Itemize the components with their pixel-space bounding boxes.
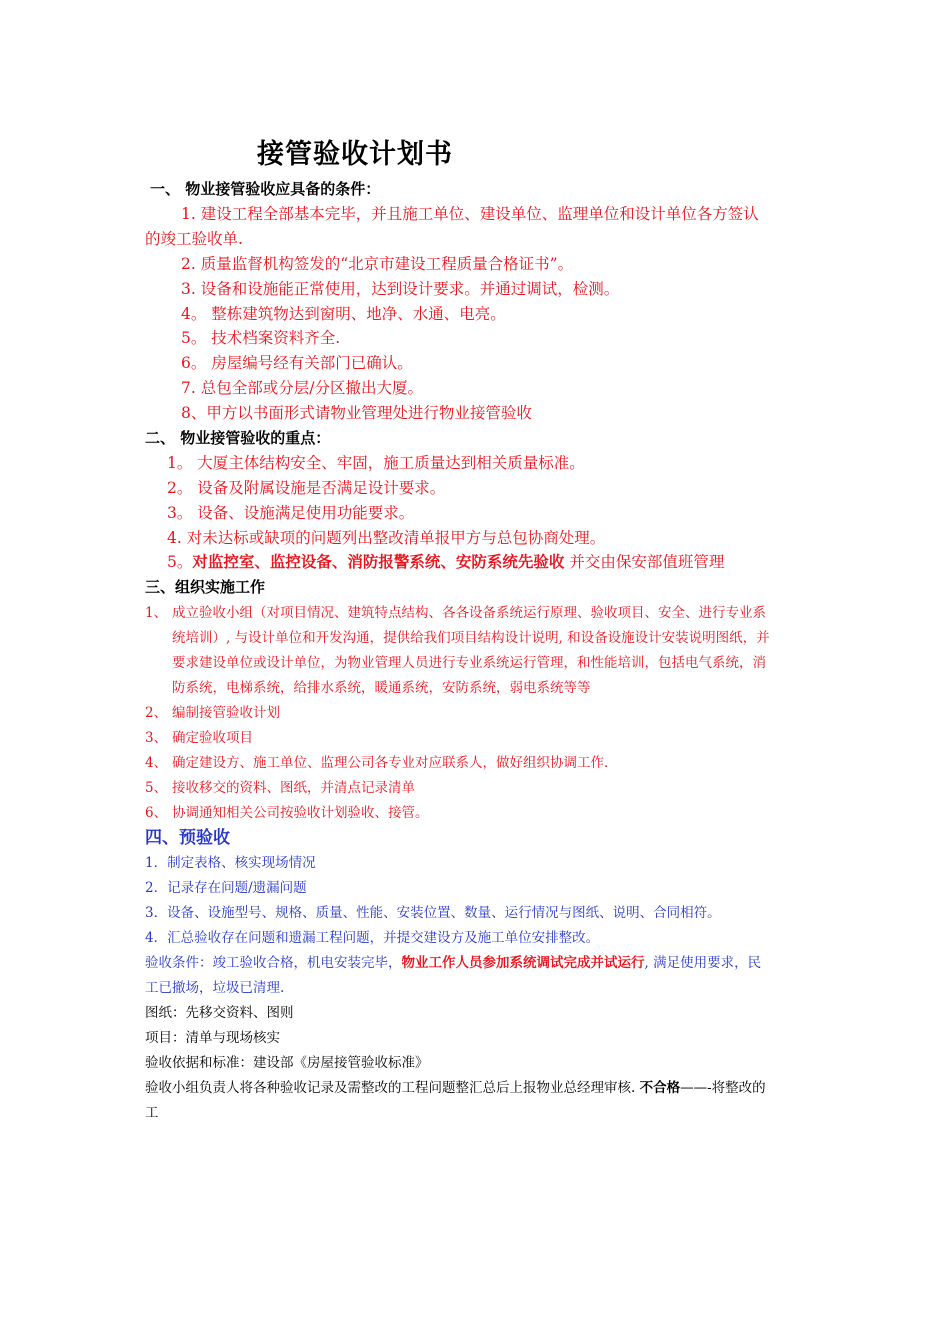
section-2-item-2: 2。 设备及附属设施是否满足设计要求。 <box>167 479 446 497</box>
document-title: 接管验收计划书 <box>257 139 453 170</box>
section-3-item-1-line-3: 要求建设单位或设计单位，为物业管理人员进行专业系统运行管理，和性能培训，包括电气系统，消 <box>172 655 766 671</box>
section-2-item-4: 4. 对未达标或缺项的问题列出整改清单报甲方与总包协商处理。 <box>167 529 606 547</box>
final-paragraph-cont: 工 <box>145 1105 159 1121</box>
section-3-item-6-number: 6、 <box>145 805 168 821</box>
section-1-item-6: 6。 房屋编号经有关部门已确认。 <box>181 354 413 372</box>
section-2-item-5-emphasis: 对监控室、监控设备、消防报警系统、安防系统先验收 <box>192 553 565 571</box>
section-1-item-1: 1. 建设工程全部基本完毕，并且施工单位、建设单位、监理单位和设计单位各方签认 <box>181 205 759 223</box>
final-paragraph-text: 验收小组负责人将各种验收记录及需整改的工程问题整汇总后上报物业总经理审核. <box>145 1080 640 1096</box>
section-1-item-1-cont: 的竣工验收单. <box>145 230 243 248</box>
section-3-item-5-number: 5、 <box>145 780 168 796</box>
final-paragraph-emphasis: 不合格 <box>639 1080 681 1096</box>
section-1-item-8: 8、甲方以书面形式请物业管理处进行物业接管验收 <box>181 404 532 422</box>
acceptance-conditions-emphasis: 物业工作人员参加系统调试完成并试运行 <box>401 955 645 971</box>
section-4-item-3: 3．设备、设施型号、规格、质量、性能、安装位置、数量、运行情况与图纸、说明、合同相符。 <box>145 905 721 921</box>
acceptance-conditions-cont: 工已撤场，垃圾已清理. <box>145 980 285 996</box>
section-1-heading: 一、 物业接管验收应具备的条件： <box>150 180 381 198</box>
section-4-item-1: 1．制定表格、核实现场情况 <box>145 855 316 871</box>
section-2-item-5 <box>167 550 724 572</box>
section-3-item-1-line-1: 成立验收小组（对项目情况、建筑特点结构、各各设备系统运行原理、验收项目、安全、进行专业系 <box>172 605 766 621</box>
section-2-item-5-number: 5。 <box>167 553 193 571</box>
section-3-heading: 三、组织实施工作 <box>145 578 266 596</box>
section-1-item-2: 2. 质量监督机构签发的“北京市建设工程质量合格证书”。 <box>181 255 574 273</box>
acceptance-conditions <box>145 951 761 971</box>
section-3-item-1-number: 1、 <box>145 605 168 621</box>
section-4-item-4: 4．汇总验收存在问题和遗漏工程问题，并提交建设方及施工单位安排整改。 <box>145 930 600 946</box>
section-2-item-3: 3。 设备、设施满足使用功能要求。 <box>167 504 415 522</box>
section-3-item-5: 接收移交的资料、图纸，并清点记录清单 <box>172 780 415 796</box>
section-3-item-3: 确定验收项目 <box>172 730 253 746</box>
acceptance-conditions-prefix: 验收条件：竣工验收合格，机电安装完毕， <box>145 955 402 971</box>
section-4-heading: 四、预验收 <box>145 828 230 848</box>
section-3-item-2: 编制接管验收计划 <box>172 705 280 721</box>
section-1-item-5: 5。 技术档案资料齐全. <box>181 329 341 347</box>
section-1-item-4: 4。 整栋建筑物达到窗明、地净、水通、电亮。 <box>181 305 506 323</box>
section-3-item-3-number: 3、 <box>145 730 168 746</box>
section-1-item-7: 7. 总包全部或分层/分区撤出大厦。 <box>181 379 423 397</box>
section-1-item-3: 3. 设备和设施能正常使用，达到设计要求。并通过调试，检测。 <box>181 280 620 298</box>
basis-line: 验收依据和标准：建设部《房屋接管验收标准》 <box>145 1055 429 1071</box>
section-2-item-5-suffix: 并交由保安部值班管理 <box>564 553 725 571</box>
section-3-item-6: 协调通知相关公司按验收计划验收、接管。 <box>172 805 429 821</box>
section-3-item-1-line-4: 防系统，电梯系统，给排水系统，暖通系统，安防系统，弱电系统等等 <box>172 680 591 696</box>
acceptance-conditions-suffix: , 满足使用要求，民 <box>644 955 762 971</box>
final-paragraph <box>145 1076 766 1096</box>
section-3-item-1-line-2: 统培训）, 与设计单位和开发沟通，提供给我们项目结构设计说明, 和设备设施设计安装说明图纸，并 <box>172 630 770 646</box>
section-2-heading: 二、 物业接管验收的重点： <box>145 429 331 447</box>
drawings-line: 图纸：先移交资料、图则 <box>145 1005 294 1021</box>
section-2-item-1: 1。 大厦主体结构安全、牢固，施工质量达到相关质量标准。 <box>167 454 585 472</box>
final-paragraph-dash: ——-将整改的 <box>680 1080 766 1096</box>
project-line: 项目：清单与现场核实 <box>145 1030 280 1046</box>
section-3-item-4-number: 4、 <box>145 755 168 771</box>
section-3-item-4: 确定建设方、施工单位、监理公司各专业对应联系人，做好组织协调工作. <box>172 755 609 771</box>
section-3-item-2-number: 2、 <box>145 705 168 721</box>
section-4-item-2: 2．记录存在问题/遗漏问题 <box>145 880 307 896</box>
